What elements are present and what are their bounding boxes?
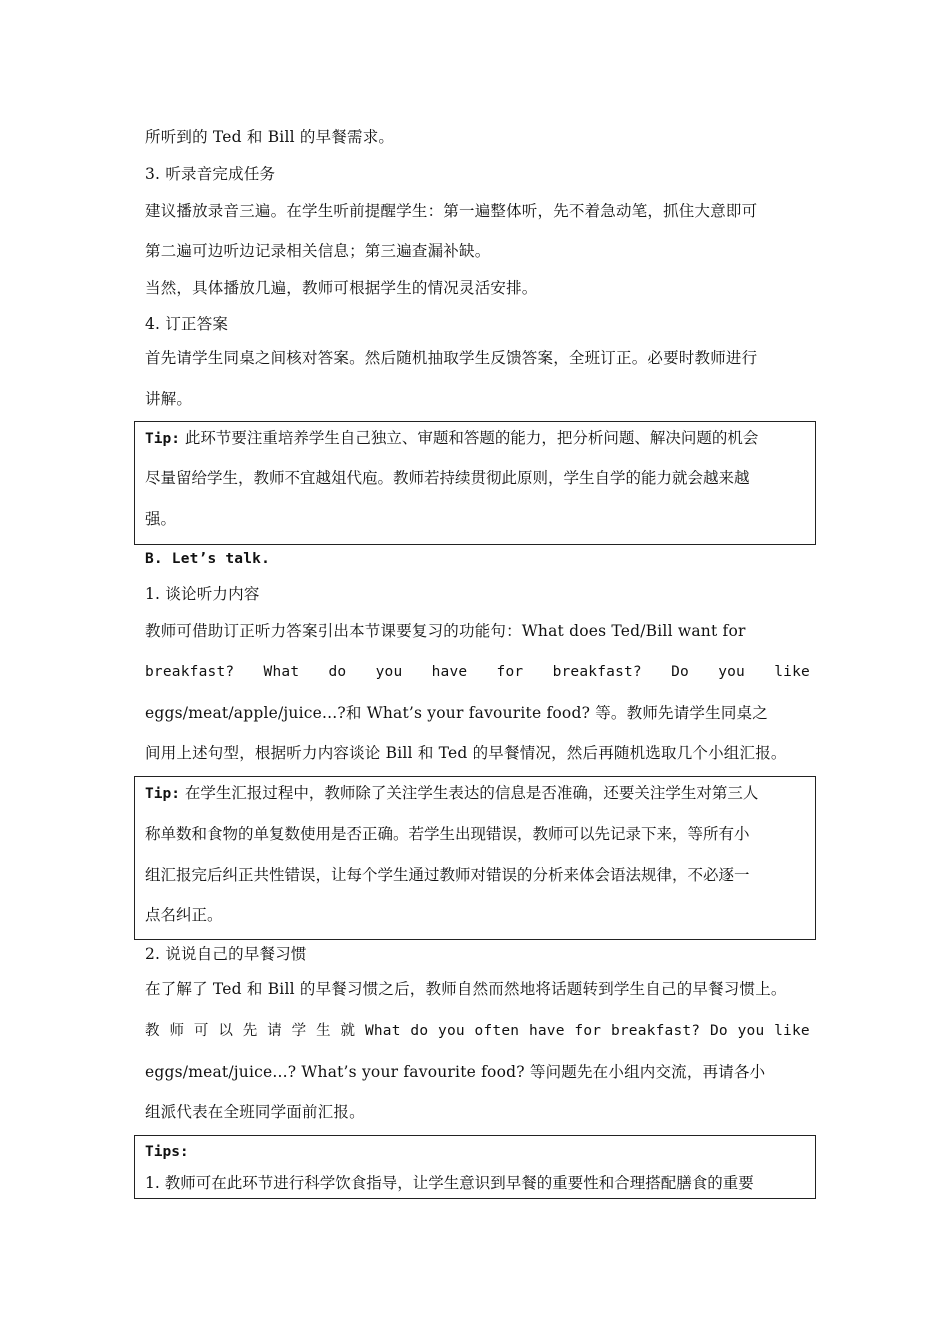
word: 生	[316, 1023, 331, 1039]
word: do	[410, 1023, 429, 1039]
word: What	[364, 1023, 401, 1039]
justified-line	[145, 1020, 810, 1042]
word: 就	[340, 1023, 356, 1039]
paragraph-line: 组派代表在全班同学面前汇报。	[145, 1103, 365, 1121]
word: for	[574, 1023, 602, 1039]
step-heading: 3. 听录音完成任务	[145, 165, 276, 183]
tips-label: Tips:	[145, 1144, 189, 1160]
word: have	[431, 664, 468, 680]
paragraph-line: 第二遍可边听边记录相关信息；第三遍查漏补缺。	[145, 242, 491, 260]
word: for	[496, 664, 524, 680]
word: breakfast?	[145, 664, 235, 680]
word: 教	[145, 1023, 160, 1039]
tip-text: 在学生汇报过程中，教师除了关注学生表达的信息是否准确，还要关注学生对第三人	[184, 784, 759, 802]
word: have	[528, 1023, 565, 1039]
paragraph-line: 首先请学生同桌之间核对答案。然后随机抽取学生反馈答案，全班订正。必要时教师进行	[145, 349, 758, 367]
word: like	[774, 664, 810, 680]
paragraph-line: 教师可借助订正听力答案引出本节课要复习的功能句：What does Ted/Bill want for	[145, 622, 746, 640]
word: What	[263, 664, 300, 680]
tip-label: Tip:	[145, 786, 180, 802]
tip-line: 强。	[145, 510, 177, 528]
paragraph-line: eggs/meat/juice...? What’s your favourite food? 等问题先在小组内交流，再请各小	[145, 1063, 766, 1081]
tip-line: 组汇报完后纠正共性错误，让每个学生通过教师对错误的分析来体会语法规律，不必逐一	[145, 866, 750, 884]
word: often	[474, 1023, 520, 1039]
step-heading: 2. 说说自己的早餐习惯	[145, 945, 307, 963]
word: you	[737, 1023, 765, 1039]
paragraph-line: 在了解了 Ted 和 Bill 的早餐习惯之后，教师自然而然地将话题转到学生自己的早餐习惯上。	[145, 980, 787, 998]
tip-line	[145, 782, 809, 805]
word: Do	[671, 664, 689, 680]
step-heading: 4. 订正答案	[145, 315, 229, 333]
tip-box	[134, 776, 816, 940]
tip-text: 此环节要注重培养学生自己独立、审题和答题的能力，把分析问题、解决问题的机会	[184, 429, 759, 447]
tip-line: 尽量留给学生，教师不宜越俎代庖。教师若持续贯彻此原则，学生自学的能力就会越来越	[145, 469, 750, 487]
tip-line: 称单数和食物的单复数使用是否正确。若学生出现错误，教师可以先记录下来，等所有小	[145, 825, 750, 843]
word: Do	[709, 1023, 728, 1039]
tip-label: Tip:	[145, 431, 180, 447]
word: you	[375, 664, 403, 680]
word: 先	[242, 1023, 258, 1039]
paragraph-line: 间用上述句型，根据听力内容谈论 Bill 和 Ted 的早餐情况，然后再随机选取几个小组汇报。	[145, 744, 787, 762]
tip-box	[134, 421, 816, 545]
word: 以	[218, 1023, 234, 1039]
tip-line	[145, 427, 809, 450]
tips-box	[134, 1135, 816, 1199]
paragraph-line: 建议播放录音三遍。在学生听前提醒学生：第一遍整体听，先不着急动笔，抓住大意即可	[145, 202, 758, 220]
word: you	[438, 1023, 465, 1039]
word: breakfast?	[610, 1023, 701, 1039]
tip-line: 1. 教师可在此环节进行科学饮食指导，让学生意识到早餐的重要性和合理搭配膳食的重要	[145, 1174, 754, 1192]
word: 学	[291, 1023, 307, 1039]
paragraph-line: eggs/meat/apple/juice...?和 What’s your favourite food? 等。教师先请学生同桌之	[145, 704, 768, 722]
paragraph-line: 当然，具体播放几遍，教师可根据学生的情况灵活安排。	[145, 279, 538, 297]
section-heading: B. Let’s talk.	[145, 551, 271, 567]
step-heading: 1. 谈论听力内容	[145, 585, 260, 603]
word: you	[718, 664, 745, 680]
word: like	[774, 1023, 810, 1039]
word: breakfast?	[552, 664, 642, 680]
paragraph-line: 讲解。	[145, 390, 193, 408]
paragraph-line: 所听到的 Ted 和 Bill 的早餐需求。	[145, 128, 395, 146]
word: 师	[169, 1023, 185, 1039]
justified-line	[145, 661, 810, 683]
word: 可	[193, 1023, 209, 1039]
word: do	[328, 664, 347, 680]
tip-line: 点名纠正。	[145, 906, 223, 924]
word: 请	[267, 1023, 282, 1039]
